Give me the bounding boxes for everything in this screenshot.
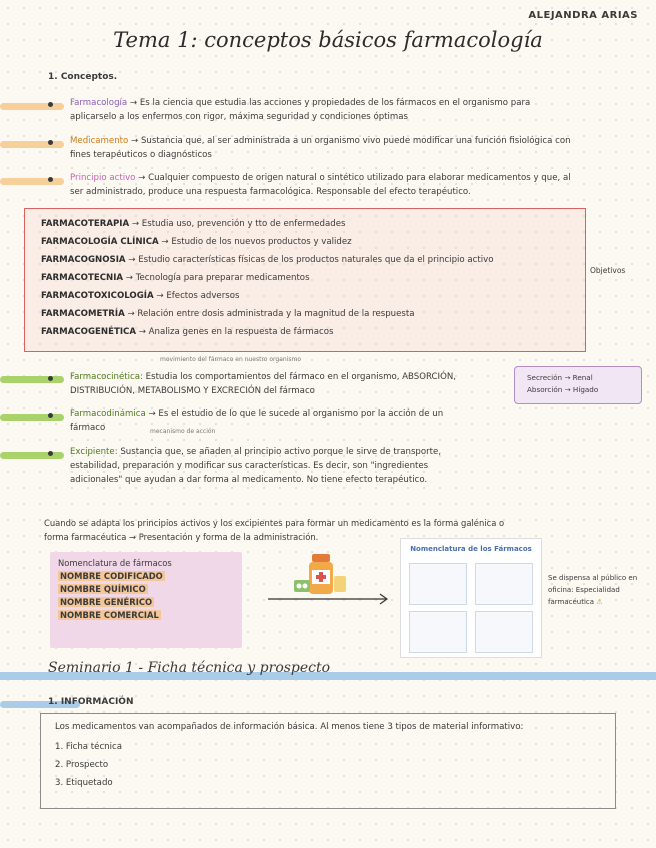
bullet	[48, 413, 53, 418]
branch-term: FARMACOLOGÍA CLÍNICA	[41, 237, 159, 247]
branch-term: FARMACOTECNIA	[41, 273, 124, 283]
nomenclature-item: NOMBRE COMERCIAL	[60, 610, 159, 620]
highlight-bar	[0, 103, 64, 110]
concept-item	[70, 370, 510, 398]
nomenclature-item: NOMBRE QUÍMICO	[60, 584, 146, 594]
section-heading: 1. Conceptos.	[48, 72, 118, 82]
info-list-item: 2. Prospecto	[55, 760, 109, 770]
branch-row	[41, 237, 352, 247]
concept-text: Estudia los comportamientos del fármaco en el organismo, ABSORCIÓN,	[145, 372, 457, 382]
info-box	[40, 713, 616, 809]
paragraph-line: forma farmacéutica → Presentación y forma de la administración.	[44, 532, 319, 542]
concept-text: estabilidad, preparación y modificar sus características. Es decir, son "ingredientes	[70, 461, 429, 471]
author-name: ALEJANDRA ARIAS	[528, 10, 638, 21]
info-list-item: 3. Etiquetado	[55, 778, 113, 788]
branch-row	[41, 327, 333, 337]
seminar-title: Seminario 1 - Ficha técnica y prospecto	[48, 660, 331, 676]
concept-term: Farmacología	[70, 98, 128, 108]
branch-text: → Relación entre dosis administrada y la magnitud de la respuesta	[127, 309, 415, 319]
concept-text: Sustancia que, se añaden al principio activo porque le sirve de transporte,	[120, 447, 442, 457]
concept-text: → Sustancia que, al ser administrada a un organismo vivo puede modificar una función fisiológica con	[131, 136, 571, 146]
note-line: Secreción → Renal	[527, 373, 593, 382]
nomenclature-title: Nomenclatura de fármacos	[58, 558, 172, 568]
dispensing-note	[548, 572, 648, 608]
branch-text: → Tecnología para preparar medicamentos	[125, 273, 310, 283]
concept-term: Medicamento	[70, 136, 129, 146]
highlight-bar	[0, 178, 64, 185]
branch-text: → Analiza genes en la respuesta de fármacos	[138, 327, 334, 337]
figure-panel	[409, 611, 467, 653]
concept-text: adicionales" que ayudan a dar forma al medicamento. No tiene efecto terapéutico.	[70, 475, 428, 485]
figure-title: Nomenclatura de los Fármacos	[410, 545, 532, 553]
concept-item	[70, 171, 640, 199]
highlight-bar	[0, 141, 64, 148]
branch-text: → Estudio características físicas de los productos naturales que da el principio activo	[128, 255, 494, 265]
concept-text: → Es la ciencia que estudia las acciones y propiedades de los fármacos en el organismo para	[129, 98, 531, 108]
concept-term: Farmacodinámica	[70, 409, 146, 419]
page-title: Tema 1: conceptos básicos farmacología	[113, 28, 543, 52]
branch-row	[41, 309, 415, 319]
paragraph-line: Cuando se adapta los principios activos y los excipientes para formar un medicamento es la forma galénica o	[44, 518, 505, 528]
dispensing-text: Se dispensa al público en oficina: Especialidad farmacéutica	[548, 574, 638, 606]
figure-panel	[409, 563, 467, 605]
concept-item	[70, 407, 510, 435]
concept-text: aplicarselo a los enfermos con rigor, máxima seguridad y condiciones óptimas	[70, 112, 409, 122]
branch-text: → Efectos adversos	[156, 291, 240, 301]
branch-row	[41, 219, 346, 229]
annotation: mecanismo de acción	[150, 428, 216, 435]
branch-text: → Estudio de los nuevos productos y validez	[161, 237, 352, 247]
nomenclature-figure	[400, 538, 542, 658]
annotation: movimiento del fármaco en nuestro organismo	[160, 356, 302, 363]
branch-term: FARMACOGENÉTICA	[41, 327, 136, 337]
info-intro: Los medicamentos van acompañados de información básica. Al menos tiene 3 tipos de material informativo:	[55, 722, 524, 732]
highlight-bar	[0, 414, 64, 421]
branch-term: FARMACOMETRÍA	[41, 309, 125, 319]
note-line: Absorción → Hígado	[527, 385, 599, 394]
bullet	[48, 102, 53, 107]
nomenclature-item: NOMBRE CODIFICADO	[60, 571, 163, 581]
concept-text: fines terapéuticos o diagnósticos	[70, 150, 212, 160]
branch-text: → Estudia uso, prevención y tto de enfermedades	[131, 219, 346, 229]
galenic-form-paragraph	[44, 516, 644, 544]
branch-term: FARMACOTOXICOLOGÍA	[41, 291, 154, 301]
branch-row	[41, 255, 494, 265]
concept-item	[70, 96, 640, 124]
concept-text: fármaco	[70, 423, 106, 433]
concept-text: → Cualquier compuesto de origen natural o sintético utilizado para elaborar medicamentos y que, al	[138, 173, 571, 183]
branch-term: FARMACOTERAPIA	[41, 219, 130, 229]
bullet	[48, 140, 53, 145]
concept-text: DISTRIBUCIÓN, METABOLISMO Y EXCRECIÓN del fármaco	[70, 386, 315, 396]
pharmacology-branches-box	[24, 208, 586, 352]
concept-text: ser administrado, produce una respuesta farmacológica. Responsable del efecto terapéutico.	[70, 187, 471, 197]
bullet	[48, 376, 53, 381]
elimination-note-box	[514, 366, 642, 404]
concept-term: Farmacocinética:	[70, 372, 143, 382]
nomenclature-item: NOMBRE GENÉRICO	[60, 597, 153, 607]
branch-row	[41, 273, 310, 283]
bullet	[48, 451, 53, 456]
nomenclature-box	[50, 552, 242, 648]
info-list-item: 1. Ficha técnica	[55, 742, 123, 752]
concept-term: Principio activo	[70, 173, 136, 183]
arrow-icon	[268, 590, 392, 609]
bullet	[48, 177, 53, 182]
objectives-label: Objetivos	[590, 266, 626, 275]
concept-item	[70, 445, 510, 487]
branch-term: FARMACOGNOSIA	[41, 255, 126, 265]
concept-term: Excipiente:	[70, 447, 118, 457]
highlight-bar	[0, 376, 64, 383]
branch-row	[41, 291, 239, 301]
highlight-bar	[0, 452, 64, 459]
figure-panel	[475, 611, 533, 653]
figure-panel	[475, 563, 533, 605]
warning-icon: ⚠	[596, 598, 603, 606]
info-heading: 1. INFORMACIÓN	[48, 697, 134, 707]
concept-item	[70, 134, 640, 162]
concept-text: → Es el estudio de lo que le sucede al organismo por la acción de un	[148, 409, 444, 419]
